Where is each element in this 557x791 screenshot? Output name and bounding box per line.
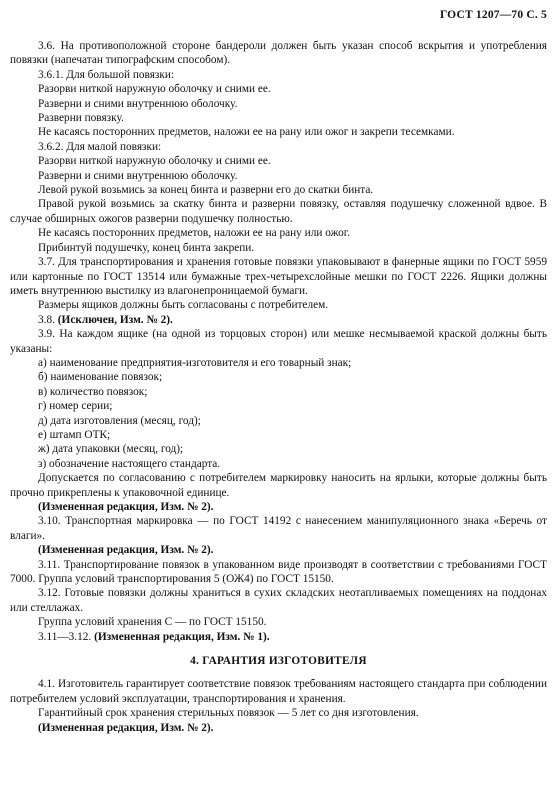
paragraph: Правой рукой возьмись за скатку бинта и разверни повязку, оставляя подушечку сложенной вдвое. В случае обширных ожогов разверни подушечку полностью. bbox=[10, 198, 547, 225]
amendment-note: (Исключен, Изм. № 2). bbox=[57, 313, 173, 326]
amendment-note: (Измененная редакция, Изм. № 1). bbox=[94, 630, 270, 643]
amendment-note: (Измененная редакция, Изм. № 2). bbox=[38, 721, 214, 734]
list-item: г) номер серии; bbox=[38, 400, 113, 413]
list-item: а) наименование предприятия-изготовителя и его товарный знак; bbox=[38, 356, 352, 369]
paragraph-group-3 bbox=[10, 558, 547, 630]
paragraph: 4.1. Изготовитель гарантирует соответствие повязок требованиям настоящего стандарта при соблюдении потребителем условий эксплуатации, транспортирования и хранения. bbox=[10, 678, 547, 705]
paragraph: 3.7. Для транспортирования и хранения готовые повязки упаковывают в фанерные ящики по ГОСТ 5959 или картонные по ГОСТ 13514 или бумажные трех-четырехслойные мешки по ГОСТ 2226. Ящики должны иметь внутреннюю выстилку из влагонепроницаемой бумаги. bbox=[10, 256, 547, 297]
paragraph: Разверни повязку. bbox=[38, 112, 124, 125]
paragraph-3-10: 3.10. Транспортная маркировка — по ГОСТ 14192 с нанесением манипуляционного знака «Беречь от влаги». bbox=[10, 515, 547, 542]
paragraph: 3.6.2. Для малой повязки: bbox=[38, 140, 162, 153]
paragraph: Гарантийный срок хранения стерильных повязок — 5 лет со дня изготовления. bbox=[38, 707, 419, 720]
list-item: б) наименование повязок; bbox=[38, 371, 163, 384]
list-item: з) обозначение настоящего стандарта. bbox=[38, 457, 221, 470]
section-title: 4. ГАРАНТИЯ ИЗГОТОВИТЕЛЯ bbox=[190, 655, 367, 668]
section-4-body bbox=[10, 677, 547, 735]
paragraph: Разверни и сними внутреннюю оболочку. bbox=[38, 97, 238, 110]
paragraph: 3.9. На каждом ящике (на одной из торцовых сторон) или мешке несмываемой краской должны быть указаны: bbox=[10, 328, 547, 355]
clause-number: 3.11—3.12. bbox=[38, 630, 92, 643]
paragraph: 3.6.1. Для большой повязки: bbox=[38, 68, 175, 81]
paragraph: Допускается по согласованию с потребителем маркировку наносить на ярлыки, которые должны быть прочно прикреплены к упаковочной единице. bbox=[10, 472, 547, 499]
paragraph: Группа условий хранения С — по ГОСТ 15150. bbox=[38, 616, 267, 629]
list-item: е) штамп ОТК; bbox=[38, 428, 111, 441]
paragraph: Разверни и сними внутреннюю оболочку. bbox=[38, 169, 238, 182]
paragraph: 3.11. Транспортирование повязок в упакованном виде производят в соответствии с требованиями ГОСТ 7000. Группа условий транспортирования 5 (ОЖ4) по ГОСТ 15150. bbox=[10, 558, 547, 586]
amendment-note: (Измененная редакция, Изм. № 2). bbox=[38, 544, 214, 557]
paragraph-group-1 bbox=[10, 39, 547, 313]
paragraph: Прибинтуй подушечку, конец бинта закрепи. bbox=[38, 241, 255, 254]
paragraph-3-11-3-12 bbox=[10, 630, 547, 644]
paragraph: Левой рукой возьмись за конец бинта и разверни его до скатки бинта. bbox=[38, 184, 374, 197]
list-item: ж) дата упаковки (месяц, год); bbox=[38, 443, 184, 456]
paragraph: Не касаясь посторонних предметов, наложи ее на рану или ожог и закрепи тесемками. bbox=[38, 126, 455, 139]
paragraph: 3.12. Готовые повязки должны храниться в сухих складских неотапливаемых помещениях на поддонах или стеллажах. bbox=[10, 587, 547, 614]
page-header: ГОСТ 1207—70 С. 5 bbox=[439, 9, 547, 21]
paragraph: Разорви ниткой наружную оболочку и сними ее. bbox=[38, 83, 271, 96]
paragraph: 3.6. На противоположной стороне бандероли должен быть указан способ вскрытия и употребления повязки (напечатан типографским способом). bbox=[10, 40, 547, 67]
paragraph-3-8 bbox=[10, 313, 547, 327]
clause-number: 3.8. bbox=[38, 313, 55, 326]
list-item: д) дата изготовления (месяц, год); bbox=[38, 414, 201, 427]
amendment-note: (Измененная редакция, Изм. № 2). bbox=[38, 501, 214, 513]
paragraph-group-2 bbox=[10, 327, 547, 500]
list-item: в) количество повязок; bbox=[38, 385, 148, 398]
paragraph: Размеры ящиков должны быть согласованы с потребителем. bbox=[38, 299, 329, 312]
paragraph: Не касаясь посторонних предметов, наложи ее на рану или ожог. bbox=[38, 227, 350, 240]
paragraph: Разорви ниткой наружную оболочку и сними ее. bbox=[38, 155, 271, 168]
document-body bbox=[10, 39, 547, 735]
